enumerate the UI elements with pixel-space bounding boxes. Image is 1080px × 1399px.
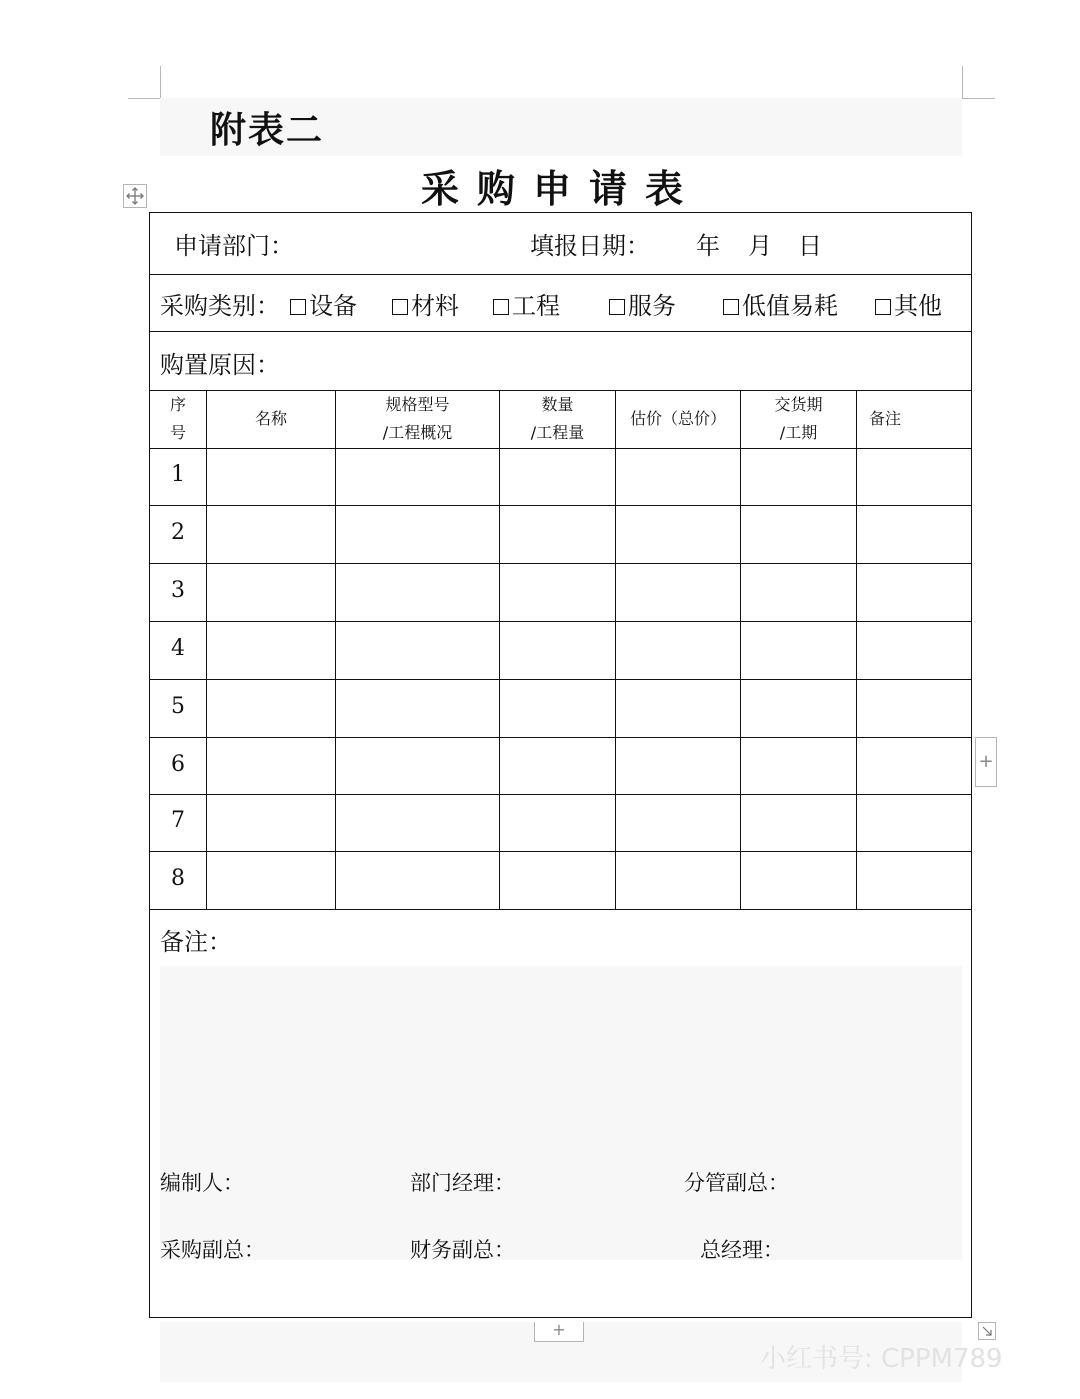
date-day: 日	[798, 232, 822, 260]
column-divider	[615, 390, 616, 909]
purchase-request-form	[149, 212, 972, 1318]
column-divider	[206, 390, 207, 909]
row-number: 2	[171, 520, 185, 545]
column-header-name: 名称	[254, 409, 287, 428]
row-divider	[150, 679, 971, 680]
resize-arrow-icon	[979, 1323, 995, 1339]
plus-icon: +	[978, 751, 994, 772]
form-title: 采购申请表	[420, 167, 701, 211]
row-divider	[150, 331, 971, 332]
add-column-button[interactable]	[975, 737, 997, 787]
signature-general-manager: 总经理：	[700, 1238, 784, 1262]
date-month: 月	[748, 232, 772, 260]
category-option-equipment[interactable]: 设备	[290, 286, 357, 321]
date-label: 填报日期：	[530, 232, 650, 260]
checkbox[interactable]	[723, 299, 739, 315]
category-option-other[interactable]: 其他	[875, 286, 942, 321]
column-divider	[335, 390, 336, 909]
row-divider	[150, 851, 971, 852]
row-number: 3	[171, 578, 185, 603]
row-divider	[150, 621, 971, 622]
add-row-button[interactable]	[534, 1322, 584, 1342]
row-divider	[150, 794, 971, 795]
signature-preparer: 编制人：	[160, 1171, 244, 1195]
row-number: 4	[171, 636, 185, 661]
row-number: 5	[171, 694, 185, 719]
date-year: 年	[696, 232, 720, 260]
column-header-delivery: 交货期 /工期	[774, 395, 823, 442]
column-header-index: 序 号	[169, 395, 186, 442]
row-number: 1	[171, 462, 185, 487]
appendix-label: 附表二	[210, 110, 325, 151]
signature-purchase-deputy: 采购副总：	[160, 1238, 265, 1262]
row-number: 7	[171, 808, 185, 833]
column-header-quantity: 数量 /工程量	[530, 395, 585, 442]
dept-label: 申请部门：	[174, 232, 294, 260]
table-move-handle[interactable]	[123, 184, 147, 208]
page-corner-mark-top-right	[962, 66, 995, 99]
row-divider	[150, 505, 971, 506]
column-divider	[856, 390, 857, 909]
checkbox[interactable]	[392, 299, 408, 315]
column-divider	[740, 390, 741, 909]
row-number: 8	[171, 866, 185, 891]
category-option-materials[interactable]: 材料	[392, 286, 459, 321]
column-header-spec: 规格型号 /工程概况	[382, 395, 453, 442]
page-corner-mark-top-left	[128, 66, 161, 99]
category-option-low-value-consumables[interactable]: 低值易耗	[723, 286, 838, 321]
watermark-text: 小红书号: CPPM789	[760, 1344, 1003, 1374]
signature-deputy-in-charge: 分管副总：	[684, 1171, 789, 1195]
checkbox[interactable]	[875, 299, 891, 315]
column-header-estimate: 估价（总价）	[629, 409, 726, 428]
category-label: 采购类别：	[160, 292, 280, 320]
category-option-services[interactable]: 服务	[609, 286, 676, 321]
column-divider	[499, 390, 500, 909]
reason-label: 购置原因：	[160, 351, 280, 379]
row-divider	[150, 274, 971, 275]
signature-dept-manager: 部门经理：	[410, 1171, 515, 1195]
row-divider	[150, 737, 971, 738]
checkbox[interactable]	[493, 299, 509, 315]
row-divider	[150, 563, 971, 564]
category-option-engineering[interactable]: 工程	[493, 286, 560, 321]
checkbox[interactable]	[609, 299, 625, 315]
move-arrows-icon	[124, 185, 146, 207]
row-number: 6	[171, 752, 185, 777]
remarks-label: 备注：	[160, 928, 232, 956]
signature-finance-deputy: 财务副总：	[410, 1238, 515, 1262]
checkbox[interactable]	[290, 299, 306, 315]
plus-icon: +	[552, 1320, 566, 1339]
row-divider	[150, 448, 971, 449]
row-divider	[150, 909, 971, 910]
column-header-remark: 备注	[868, 409, 901, 428]
